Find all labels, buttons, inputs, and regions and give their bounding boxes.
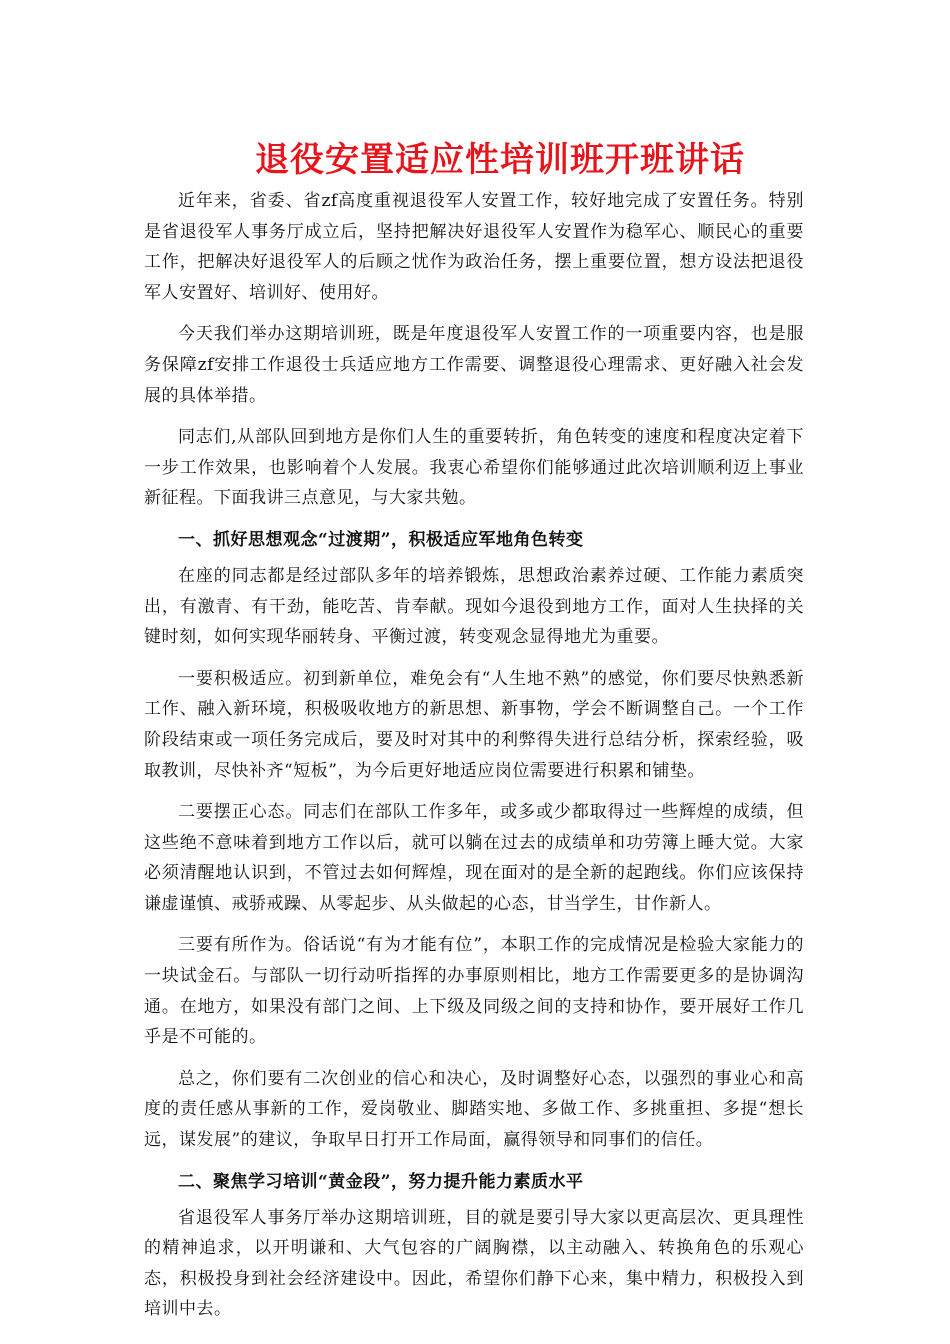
body-paragraph: 今天我们举办这期培训班，既是年度退役军人安置工作的一项重要内容，也是服务保障zf安排工作退役士兵适应地方工作需要、调整退役心理需求、更好融入社会发展的具体举措。 xyxy=(144,324,804,406)
section-heading: 二、聚焦学习培训“黄金段”，努力提升能力素质水平 xyxy=(178,1171,584,1192)
body-paragraph: 三要有所作为。俗话说“有为才能有位”，本职工作的完成情况是检验大家能力的一块试金石。与部队一切行动听指挥的办事原则相比，地方工作需要更多的是协调沟通。在地方，如果没有部门之间、上下级及同级之间的支持和协作，要开展好工作几乎是不可能的。 xyxy=(144,935,804,1048)
body-paragraph: 二要摆正心态。同志们在部队工作多年，或多或少都取得过一些辉煌的成绩，但这些绝不意味着到地方工作以后，就可以躺在过去的成绩单和功劳簿上睡大觉。大家必须清醒地认识到，不管过去如何辉煌，现在面对的是全新的起跑线。你们应该保持谦虚谨慎、戒骄戒躁、从零起步、从头做起的心态，甘当学生，甘作新人。 xyxy=(144,802,804,914)
body-paragraph: 省退役军人事务厅举办这期培训班，目的就是要引导大家以更高层次、更具理性的精神追求，以开明谦和、大气包容的广阔胸襟，以主动融入、转换角色的乐观心态，积极投身到社会经济建设中。因此，希望你们静下心来，集中精力，积极投入到培训中去。 xyxy=(144,1207,804,1320)
body-paragraph: 近年来，省委、省zf高度重视退役军人安置工作，较好地完成了安置任务。特别是省退役军人事务厅成立后，坚持把解决好退役军人安置作为稳军心、顺民心的重要工作，把解决好退役军人的后顾之忧作为政治任务，摆上重要位置，想方设法把退役军人安置好、培训好、使用好。 xyxy=(144,191,804,303)
document-title: 退役安置适应性培训班开班讲话 xyxy=(255,140,745,180)
body-paragraph: 在座的同志都是经过部队多年的培养锻炼，思想政治素养过硬、工作能力素质突出，有激青、有干劲，能吃苦、肯奉献。现如今退役到地方工作，面对人生抉择的关键时刻，如何实现华丽转身、平衡过渡，转变观念显得地尤为重要。 xyxy=(144,565,804,648)
section-heading: 一、抓好思想观念“过渡期”，积极适应军地角色转变 xyxy=(178,529,584,550)
body-paragraph: 同志们,从部队回到地方是你们人生的重要转折，角色转变的速度和程度决定着下一步工作效果，也影响着个人发展。我衷心希望你们能够通过此次培训顺利迈上事业新征程。下面我讲三点意见，与大家共勉。 xyxy=(144,427,804,509)
body-paragraph: 总之，你们要有二次创业的信心和决心，及时调整好心态，以强烈的事业心和高度的责任感从事新的工作，爱岗敬业、脚踏实地、多做工作、多挑重担、多提“想长远，谋发展”的建议，争取早日打开工作局面，赢得领导和同事们的信任。 xyxy=(144,1068,804,1151)
body-paragraph: 一要积极适应。初到新单位，难免会有“人生地不熟”的感觉，你们要尽快熟悉新工作、融入新环境，积极吸收地方的新思想、新事物，学会不断调整自己。一个工作阶段结束或一项任务完成后，要及时对其中的利弊得失进行总结分析，探索经验，吸取教训，尽快补齐“短板”，为今后更好地适应岗位需要进行积累和铺垫。 xyxy=(144,668,804,781)
document-body xyxy=(144,186,804,1336)
